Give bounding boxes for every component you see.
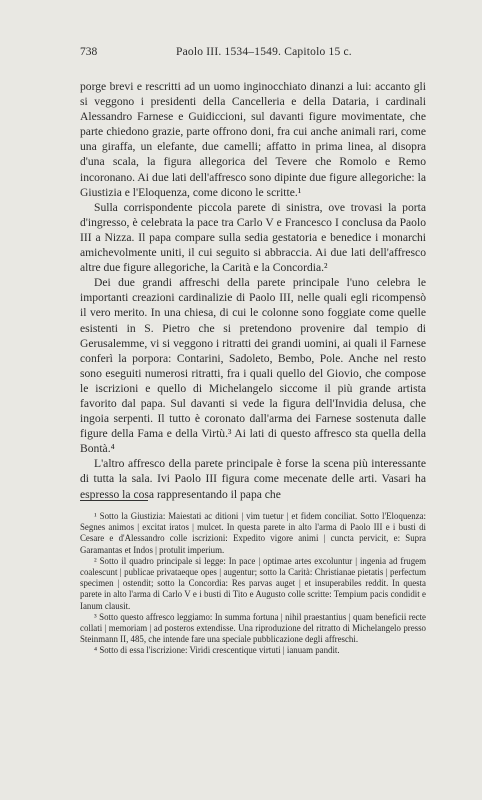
paragraph: porge brevi e rescritti ad un uomo inginocchiato dinanzi a lui: accanto gli si veggono i presidenti della Cancelleria e della Dataria, i cardinali Alessandro Farnese e Guidiccioni, sul davanti figure movimentate, che parte chiedono grazie, parte offrono doni, fra cui anche animali rari, come una giraffa, un elefante, due camelli; affatto in prima linea, al disopra d'una scala, la figura allegorica del Tevere che Romolo e Remo incoronano. Ai due lati dell'affresco sono dipinte due figure allegoriche: la Giustizia e l'Eloquenza, come dicono le scritte.¹: [80, 80, 426, 199]
footnotes: [80, 511, 426, 657]
paragraph: Sulla corrispondente piccola parete di sinistra, ove trovasi la porta d'ingresso, è celebrata la pace tra Carlo V e Francesco I conclusa da Paolo III a Nizza. Il papa compare sulla sedia gestatoria e benedice i monarchi amichevolmente uniti, il cui seguito si abbraccia. Ai due lati dell'affresco altre due figure allegoriche, la Carità e la Concordia.²: [80, 200, 426, 275]
footnote-separator: [80, 500, 148, 501]
page-header: [80, 46, 426, 62]
footnote: ³ Sotto questo affresco leggiamo: In summa fortuna | nihil praestantius | quam beneficii recte collati | memoriam | ad posteros extendisse. Una riproduzione del ritratto di Michelangelo presso Steinmann II, 485, che intende fare una speciale pubblicazione degli affreschi.: [80, 611, 426, 645]
footnote: ¹ Sotto la Giustizia: Maiestati ac ditioni | vim tuetur | et fidem conciliat. Sotto l'Eloquenza: Segnes animos | excitat iratos | mulcet. In questa parete in alto l'arma di Paolo III e i busti di Cesare e d'Alessandro colle iscrizioni: Expedito vigore animi | cuncta pervicit, e: Supra Garamantas et Indos | protulit imperium.: [80, 511, 426, 555]
paragraph: Dei due grandi affreschi della parete principale l'uno celebra le importanti creazioni cardinalizie di Paolo III, nelle quali egli ricompensò il vero merito. In una chiesa, di cui le colonne sono foggiate come quelle esistenti in S. Pietro che si pretendono provenire dal tempio di Gerusalemme, vi si veggono i ritratti dei grandi uomini, ai quali il Farnese conferì la porpora: Contarini, Sadoleto, Bembo, Pole. Anche nel resto sono eseguiti numerosi ritratti, fra i quali quello del Giovio, che compose le iscrizioni e quello di Michelangelo siccome il più grande artista favorito dal papa. Sul davanti si vede la figura dell'Invidia delusa, che ingoia serpenti. Il tutto è coronato dall'arma dei Farnese sostenuta dalle figure della Fama e della Virtù.³ Ai lati di questo affresco sta quella della Bontà.⁴: [80, 276, 426, 456]
main-text: [80, 79, 426, 502]
page-number: 738: [80, 46, 98, 58]
footnote: ⁴ Sotto di essa l'iscrizione: Viridi crescentique virtuti | ianuam pandit.: [94, 645, 340, 656]
paragraph: L'altro affresco della parete principale è forse la scena più interessante di tutta la sala. Ivi Paolo III figura come mecenate delle arti. Vasari ha espresso la cosa rappresentando il papa che: [80, 457, 426, 501]
running-title: Paolo III. 1534–1549. Capitolo 15 c.: [176, 46, 352, 58]
footnote: ² Sotto il quadro principale si legge: In pace | optimae artes excoluntur | ingenia ad frugem coalescunt | publicae privataeque opes | augentur; sotto la Carità: Christianae pietatis | perfectum specimen | ostendit; sotto la Concordia: Res parvas auget | et insuperabiles reddit. In questa parete in alto l'arma di Carlo V e i busti di Tito e Augusto colle scritte: Tempium pacis condidit e Ianum clausit.: [80, 555, 426, 611]
